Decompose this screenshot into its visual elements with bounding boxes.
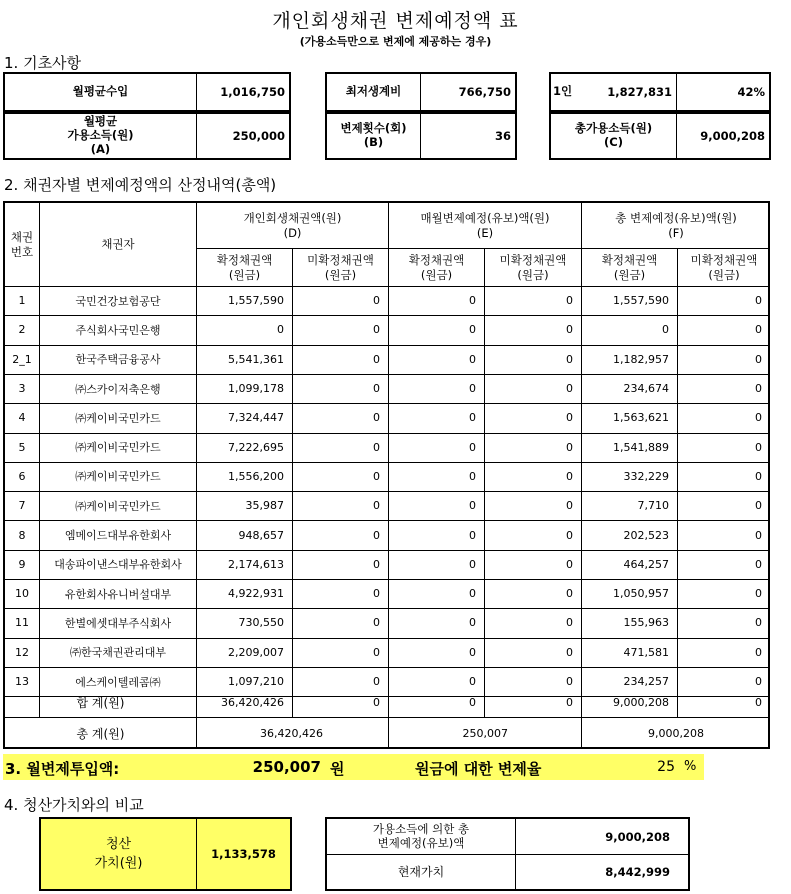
cell-e2: 0 — [566, 557, 573, 571]
subtotal-e1: 0 — [469, 695, 476, 709]
sub-header-e-unconfirmed: 미확정채권액 (원금) — [499, 252, 567, 282]
cell-creditor: ㈜한국채권관리대부 — [69, 646, 166, 660]
min-living-box — [325, 72, 517, 112]
household-pct: 42% — [737, 85, 765, 99]
cell-e2: 0 — [566, 411, 573, 425]
cell-creditor: ㈜케이비국민카드 — [75, 441, 161, 455]
liquidation-value-box — [39, 817, 292, 891]
cell-e2: 0 — [566, 382, 573, 396]
cell-f2: 0 — [755, 323, 762, 337]
cell-e2: 0 — [566, 469, 573, 483]
cell-f1: 1,541,889 — [613, 440, 669, 454]
household-value: 1,827,831 — [607, 85, 672, 99]
cell-d1: 1,556,200 — [228, 469, 284, 483]
cell-e1: 0 — [469, 382, 476, 396]
household-label: 1인 — [553, 84, 573, 99]
cell-creditor: 유한회사유니버설대부 — [64, 587, 172, 601]
cell-creditor: 한별에셋대부주식회사 — [64, 616, 172, 630]
cell-e2: 0 — [566, 499, 573, 513]
page-subtitle: (가용소득만으로 변제에 제공하는 경우) — [299, 35, 492, 48]
repay-rate-unit: % — [684, 759, 697, 774]
cell-e2: 0 — [566, 645, 573, 659]
cell-f1: 234,257 — [623, 675, 669, 689]
total-label: 총 계(원) — [76, 727, 125, 741]
cell-f1: 7,710 — [637, 499, 669, 513]
cell-no: 6 — [18, 469, 26, 483]
repay-total-value: 9,000,208 — [605, 829, 670, 844]
repay-count-box — [325, 112, 517, 160]
cell-no: 9 — [18, 557, 26, 571]
subtotal-label: 합 계(원) — [76, 695, 125, 710]
cell-creditor: 한국주택금융공사 — [75, 353, 161, 367]
cell-f2: 0 — [755, 616, 762, 630]
cell-e1: 0 — [469, 469, 476, 483]
cell-d1: 948,657 — [238, 528, 284, 542]
cell-d2: 0 — [373, 557, 380, 571]
cell-f2: 0 — [755, 587, 762, 601]
cell-e2: 0 — [566, 675, 573, 689]
cell-d1: 7,222,695 — [228, 440, 284, 454]
cell-d1: 2,174,613 — [228, 557, 284, 571]
cell-f2: 0 — [755, 675, 762, 689]
cell-e1: 0 — [469, 440, 476, 454]
col-header-no: 채권 번호 — [10, 229, 34, 259]
disposable-income-label: 월평균 가용소득(원) (A) — [67, 114, 134, 156]
cell-creditor: ㈜케이비국민카드 — [75, 470, 161, 484]
repay-rate-value: 25 — [657, 759, 675, 775]
cell-no: 11 — [15, 616, 29, 630]
page-title: 개인회생채권 변제예정액 표 — [272, 10, 519, 32]
subtotal-d2: 0 — [373, 695, 380, 709]
cell-f2: 0 — [755, 499, 762, 513]
cell-d2: 0 — [373, 616, 380, 630]
cell-d2: 0 — [373, 382, 380, 396]
cell-no: 2_1 — [12, 352, 32, 366]
cell-d2: 0 — [373, 294, 380, 308]
cell-no: 7 — [18, 499, 26, 513]
cell-f1: 202,523 — [623, 528, 669, 542]
total-disposable-label: 총가용소득(원) (C) — [574, 121, 653, 149]
cell-d2: 0 — [373, 411, 380, 425]
cell-e1: 0 — [469, 411, 476, 425]
min-living-label: 최저생계비 — [345, 84, 402, 99]
cell-f1: 332,229 — [623, 469, 669, 483]
cell-d2: 0 — [373, 587, 380, 601]
total-f: 9,000,208 — [648, 727, 704, 740]
repay-comparison-box — [325, 817, 690, 891]
cell-no: 4 — [18, 411, 26, 425]
total-disposable-value: 9,000,208 — [700, 129, 765, 143]
cell-no: 12 — [15, 645, 29, 659]
cell-creditor: ㈜케이비국민카드 — [75, 499, 161, 513]
cell-d1: 5,541,361 — [228, 352, 284, 366]
section4-heading: 4. 청산가치와의 비교 — [4, 796, 144, 814]
cell-e1: 0 — [469, 557, 476, 571]
present-value: 8,442,999 — [605, 865, 670, 879]
cell-d2: 0 — [373, 352, 380, 366]
sub-header-d-unconfirmed: 미확정채권액 (원금) — [307, 252, 374, 282]
cell-f1: 471,581 — [623, 645, 669, 659]
cell-f2: 0 — [755, 645, 762, 659]
cell-no: 10 — [15, 587, 29, 601]
cell-creditor: 엠메이드대부유한회사 — [64, 529, 172, 543]
cell-e2: 0 — [566, 587, 573, 601]
cell-e1: 0 — [469, 323, 476, 337]
cell-e1: 0 — [469, 616, 476, 630]
cell-creditor: ㈜스카이저축은행 — [75, 382, 161, 396]
cell-d2: 0 — [373, 469, 380, 483]
monthly-income-value: 1,016,750 — [220, 85, 285, 99]
monthly-payment-amount: 250,007 — [252, 758, 321, 776]
cell-f2: 0 — [755, 382, 762, 396]
cell-d1: 0 — [277, 323, 284, 337]
cell-e1: 0 — [469, 675, 476, 689]
section1-heading: 1. 기초사항 — [4, 54, 82, 72]
subtotal-f2: 0 — [755, 695, 762, 709]
sub-header-d-confirmed: 확정채권액 (원금) — [216, 252, 273, 282]
section2-heading: 2. 채권자별 변제예정액의 산정내역(총액) — [4, 176, 277, 194]
cell-f2: 0 — [755, 440, 762, 454]
cell-f2: 0 — [755, 528, 762, 542]
cell-no: 3 — [18, 382, 26, 396]
cell-f2: 0 — [755, 294, 762, 308]
cell-d1: 2,209,007 — [228, 645, 284, 659]
household-box — [549, 72, 771, 112]
group-header-e: 매월변제예정(유보)액(원) (E) — [420, 210, 550, 240]
group-header-d: 개인회생채권액(원) (D) — [243, 210, 342, 240]
cell-no: 5 — [18, 440, 26, 454]
cell-f1: 234,674 — [623, 382, 669, 396]
total-e: 250,007 — [462, 727, 508, 740]
cell-creditor: 국민건강보험공단 — [75, 294, 161, 308]
col-header-creditor: 채권자 — [101, 237, 135, 252]
cell-e2: 0 — [566, 323, 573, 337]
disposable-income-value: 250,000 — [232, 129, 285, 143]
cell-f1: 1,050,957 — [613, 587, 669, 601]
cell-d1: 7,324,447 — [228, 411, 284, 425]
disposable-income-box — [3, 112, 291, 160]
cell-f1: 155,963 — [623, 616, 669, 630]
cell-creditor: 대송파이낸스대부유한회사 — [54, 558, 182, 572]
cell-no: 2 — [18, 323, 26, 337]
repay-total-label: 가용소득에 의한 총 변제예정(유보)액 — [372, 821, 470, 850]
section3-heading: 3. 월변제투입액: — [5, 760, 120, 778]
repay-rate-label: 원금에 대한 변제율 — [415, 760, 542, 778]
cell-creditor: ㈜케이비국민카드 — [75, 411, 161, 425]
subtotal-d1: 36,420,426 — [221, 695, 284, 709]
cell-d2: 0 — [373, 528, 380, 542]
sub-header-f-unconfirmed: 미확정채권액 (원금) — [690, 252, 758, 282]
cell-d1: 35,987 — [245, 499, 284, 513]
cell-d1: 1,099,178 — [228, 382, 284, 396]
cell-f1: 464,257 — [623, 557, 669, 571]
cell-d2: 0 — [373, 440, 380, 454]
total-disposable-box — [549, 112, 771, 160]
cell-d1: 4,922,931 — [228, 587, 284, 601]
cell-e1: 0 — [469, 587, 476, 601]
total-d: 36,420,426 — [260, 727, 323, 740]
cell-e2: 0 — [566, 352, 573, 366]
cell-e2: 0 — [566, 440, 573, 454]
cell-no: 1 — [18, 294, 26, 308]
liquidation-value: 1,133,578 — [211, 847, 276, 861]
cell-e2: 0 — [566, 616, 573, 630]
monthly-payment-bar — [3, 754, 704, 780]
sub-header-e-confirmed: 확정채권액 (원금) — [408, 252, 465, 282]
min-living-value: 766,750 — [458, 85, 511, 99]
repay-count-value: 36 — [494, 129, 511, 143]
present-value-label: 현재가치 — [397, 864, 445, 879]
cell-d2: 0 — [373, 645, 380, 659]
cell-f2: 0 — [755, 411, 762, 425]
cell-e1: 0 — [469, 352, 476, 366]
cell-d2: 0 — [373, 499, 380, 513]
cell-f1: 1,557,590 — [613, 294, 669, 308]
sub-header-f-confirmed: 확정채권액 (원금) — [601, 252, 658, 282]
monthly-payment-unit: 원 — [330, 760, 345, 778]
cell-e2: 0 — [566, 294, 573, 308]
cell-f2: 0 — [755, 469, 762, 483]
cell-f1: 1,563,621 — [613, 411, 669, 425]
repay-count-label: 변제횟수(회) (B) — [340, 121, 407, 149]
cell-no: 8 — [18, 528, 26, 542]
monthly-income-box — [3, 72, 291, 112]
cell-f1: 0 — [662, 323, 669, 337]
cell-f2: 0 — [755, 557, 762, 571]
cell-creditor: 주식회사국민은행 — [75, 323, 161, 337]
creditor-table — [3, 201, 770, 749]
cell-d1: 1,557,590 — [228, 294, 284, 308]
group-header-f: 총 변제예정(유보)액(원) (F) — [615, 210, 737, 240]
cell-d1: 730,550 — [238, 616, 284, 630]
cell-f2: 0 — [755, 352, 762, 366]
cell-d1: 1,097,210 — [228, 675, 284, 689]
cell-f1: 1,182,957 — [613, 352, 669, 366]
cell-e1: 0 — [469, 294, 476, 308]
subtotal-e2: 0 — [566, 695, 573, 709]
cell-no: 13 — [15, 675, 29, 689]
cell-e1: 0 — [469, 499, 476, 513]
subtotal-f1: 9,000,208 — [613, 695, 669, 709]
cell-e1: 0 — [469, 645, 476, 659]
cell-d2: 0 — [373, 323, 380, 337]
cell-e1: 0 — [469, 528, 476, 542]
cell-creditor: 에스케이텔레콤㈜ — [75, 675, 161, 689]
liquidation-label: 청산 가치(원) — [94, 836, 143, 871]
cell-d2: 0 — [373, 675, 380, 689]
monthly-income-label: 월평균수입 — [72, 84, 129, 99]
cell-e2: 0 — [566, 528, 573, 542]
